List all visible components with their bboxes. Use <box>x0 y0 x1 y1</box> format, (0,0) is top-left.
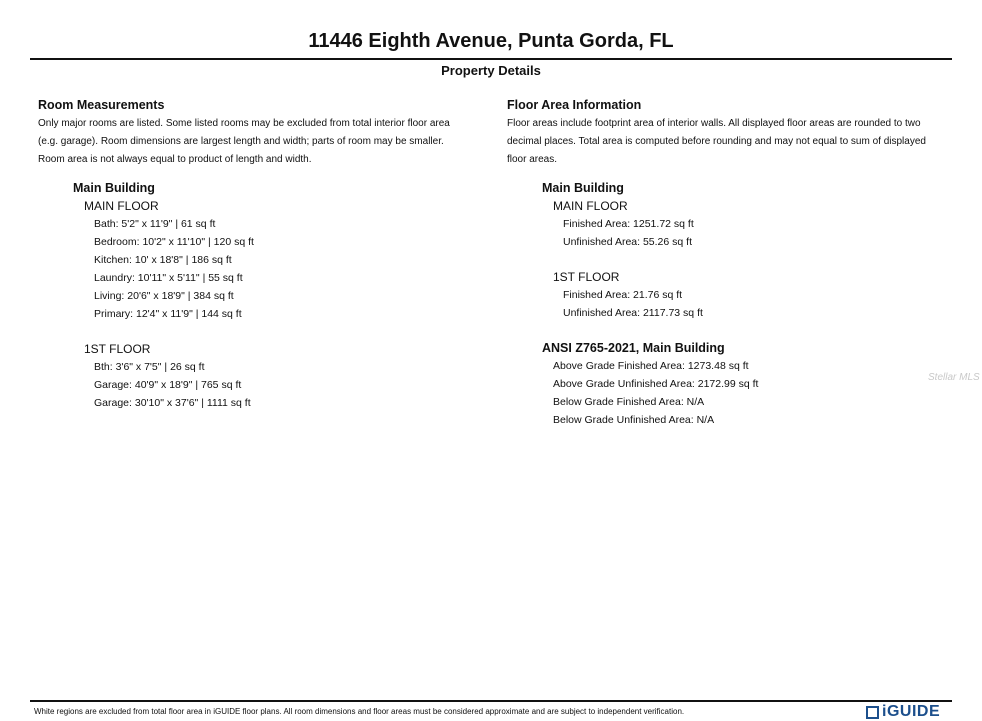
intro-line: decimal places. Total area is computed before rounding and may not equal to sum of displayed <box>507 136 926 147</box>
room-line: Garage: 40'9" x 18'9" | 765 sq ft <box>94 379 242 391</box>
page-title: 11446 Eighth Avenue, Punta Gorda, FL <box>308 30 674 52</box>
top-divider <box>30 58 952 60</box>
ansi-line: Below Grade Finished Area: N/A <box>553 396 705 408</box>
iguide-logo-icon <box>866 706 879 719</box>
finished-area: Finished Area: 21.76 sq ft <box>563 289 683 301</box>
unfinished-area: Unfinished Area: 2117.73 sq ft <box>563 307 703 319</box>
room-measurements-section <box>38 98 488 412</box>
room-line: Laundry: 10'11" x 5'11" | 55 sq ft <box>94 272 243 284</box>
floor-label-first: 1ST FLOOR <box>84 342 151 356</box>
room-line: Bath: 5'2" x 11'9" | 61 sq ft <box>94 218 216 230</box>
room-measurements-heading: Room Measurements <box>38 98 165 112</box>
footer-note: White regions are excluded from total floor area in iGUIDE floor plans. All room dimensions and floor areas must be considered approximate and are subject to independent verification. <box>34 707 685 716</box>
watermark: Stellar MLS <box>928 372 980 383</box>
room-line: Garage: 30'10" x 37'6" | 1111 sq ft <box>94 397 251 409</box>
floor-label-main: MAIN FLOOR <box>84 199 159 213</box>
intro-line: Room area is not always equal to product of length and width. <box>38 154 312 165</box>
page-subtitle: Property Details <box>441 63 541 78</box>
building-heading: Main Building <box>542 181 624 195</box>
room-line: Bedroom: 10'2" x 11'10" | 120 sq ft <box>94 236 254 248</box>
floor-area-heading: Floor Area Information <box>507 98 642 112</box>
intro-line: (e.g. garage). Room dimensions are largest length and width; parts of room may be smaller. <box>38 136 444 147</box>
room-line: Bth: 3'6" x 7'5" | 26 sq ft <box>94 361 205 373</box>
intro-line: floor areas. <box>507 154 558 165</box>
iguide-logo <box>866 703 940 721</box>
intro-line: Floor areas include footprint area of interior walls. All displayed floor areas are rounded to two <box>507 118 921 129</box>
ansi-heading: ANSI Z765-2021, Main Building <box>542 341 725 355</box>
finished-area: Finished Area: 1251.72 sq ft <box>563 218 694 230</box>
building-heading: Main Building <box>73 181 155 195</box>
room-measurements-intro <box>38 115 488 169</box>
unfinished-area: Unfinished Area: 55.26 sq ft <box>563 236 692 248</box>
intro-line: Only major rooms are listed. Some listed rooms may be excluded from total interior floor area <box>38 118 450 129</box>
ansi-line: Below Grade Unfinished Area: N/A <box>553 414 715 426</box>
room-line: Kitchen: 10' x 18'8" | 186 sq ft <box>94 254 232 266</box>
bottom-divider <box>30 700 952 702</box>
room-line: Living: 20'6" x 18'9" | 384 sq ft <box>94 290 234 302</box>
ansi-line: Above Grade Finished Area: 1273.48 sq ft <box>553 360 749 372</box>
room-line: Primary: 12'4" x 11'9" | 144 sq ft <box>94 308 242 320</box>
floor-area-section <box>507 98 957 429</box>
iguide-logo-text: iGUIDE <box>882 703 941 720</box>
floor-label-main: MAIN FLOOR <box>553 199 628 213</box>
floor-area-intro <box>507 115 957 169</box>
ansi-line: Above Grade Unfinished Area: 2172.99 sq ft <box>553 378 759 390</box>
floor-label-first: 1ST FLOOR <box>553 270 620 284</box>
